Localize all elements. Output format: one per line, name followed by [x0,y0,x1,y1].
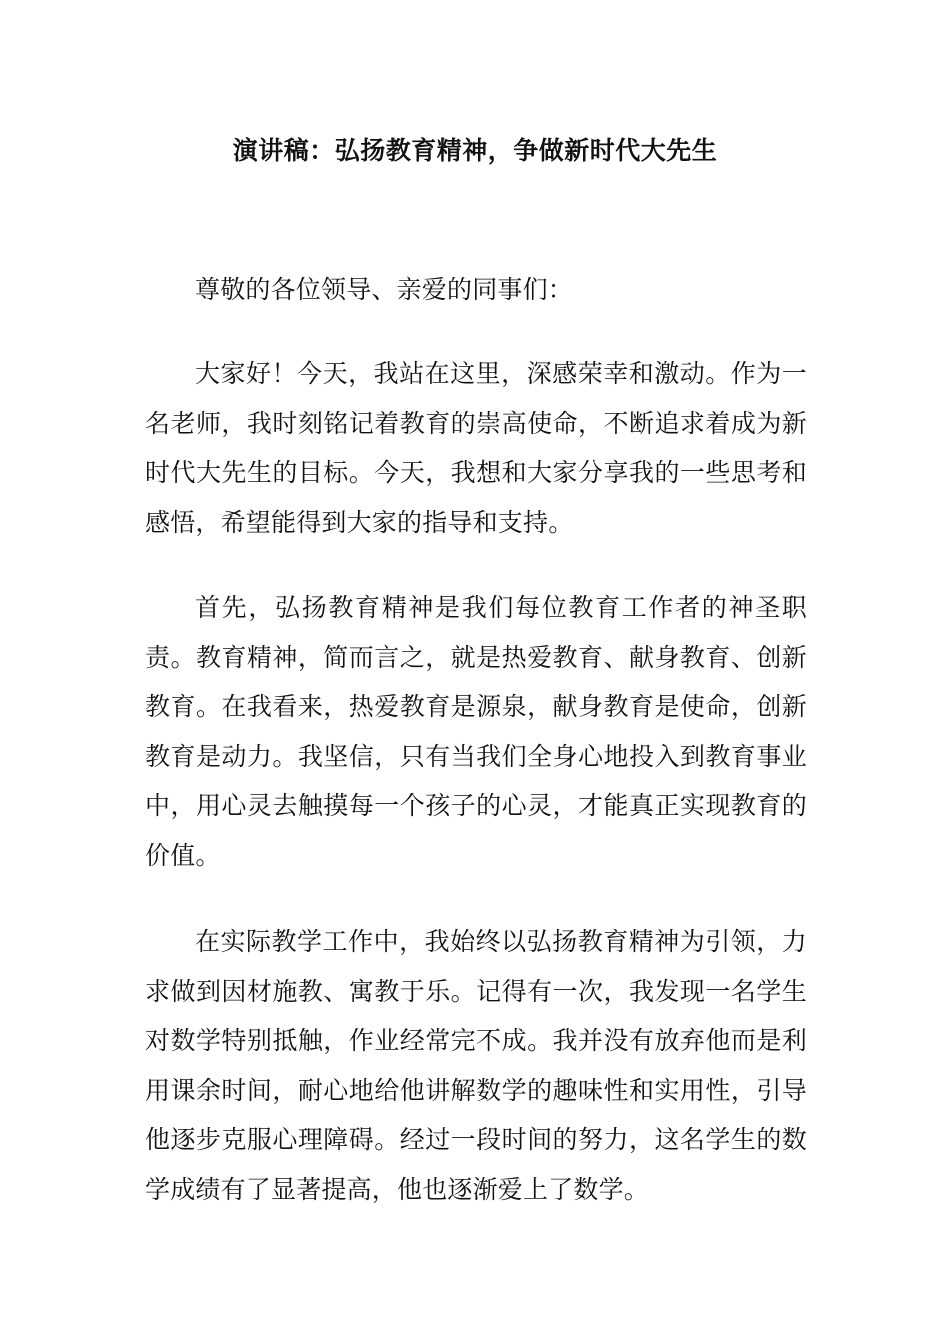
document-title: 演讲稿：弘扬教育精神，争做新时代大先生 [232,136,718,165]
body-paragraph: 首先，弘扬教育精神是我们每位教育工作者的神圣职责。教育精神，简而言之，就是热爱教育、献身教育、创新教育。在我看来，热爱教育是源泉，献身教育是使命，创新教育是动力。我坚信，只有当我们全身心地投入到教育事业中，用心灵去触摸每一个孩子的心灵，才能真正实现教育的价值。 [145,593,807,870]
salutation-paragraph: 尊敬的各位领导、亲爱的同事们： [195,275,574,304]
body-paragraph: 在实际教学工作中，我始终以弘扬教育精神为引领，力求做到因材施教、寓教于乐。记得有一次，我发现一名学生对数学特别抵触，作业经常完不成。我并没有放弃他而是利用课余时间，耐心地给他讲解数学的趣味性和实用性，引导他逐步克服心理障碍。经过一段时间的努力，这名学生的数学成绩有了显著提高，他也逐渐爱上了数学。 [145,927,807,1204]
body-paragraph: 大家好！今天，我站在这里，深感荣幸和激动。作为一名老师，我时刻铭记着教育的崇高使命，不断追求着成为新时代大先生的目标。今天，我想和大家分享我的一些思考和感悟，希望能得到大家的指导和支持。 [145,359,807,537]
